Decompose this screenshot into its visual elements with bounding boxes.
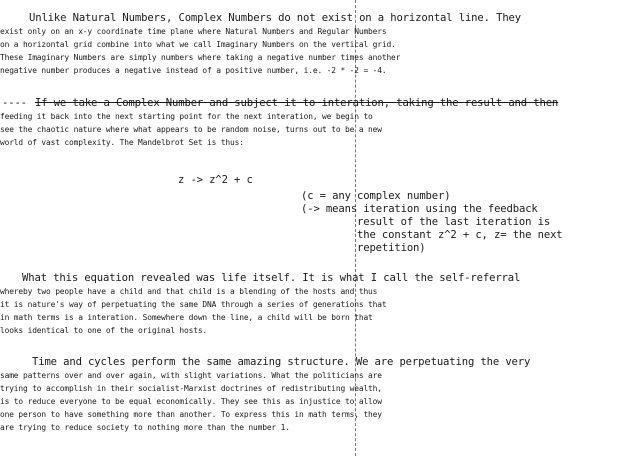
- mandelbrot-formula: z -> z^2 + c: [178, 174, 253, 186]
- paragraph-1-line-4: These Imaginary Numbers are simply numbers where taking a negative number times another: [0, 53, 401, 62]
- formula-note-2: (-> means iteration using the feedback: [301, 203, 538, 215]
- paragraph-4-line-3: trying to accomplish in their socialist-Marxist doctrines of redistributing wealth,: [0, 384, 382, 393]
- formula-note-3: result of the last iteration is: [357, 216, 551, 228]
- formula-note-1: (c = any complex number): [301, 190, 451, 202]
- paragraph-1-line-3: on a horizontal grid combine into what we call Imaginary Numbers on the vertical grid.: [0, 40, 396, 49]
- formula-note-4: the constant z^2 + c, z= the next: [357, 229, 563, 241]
- paragraph-1-line-2: exist only on an x-y coordinate time plane where Natural Numbers and Regular Numbers: [0, 27, 387, 36]
- paragraph-2-line-1: If we take a Complex Number and subject it to interation, taking the result and then: [35, 97, 559, 109]
- paragraph-1-line-1: Unlike Natural Numbers, Complex Numbers do not exist on a horizontal line. They: [29, 12, 522, 24]
- paragraph-2-line-4: world of vast complexity. The Mandelbrot Set is thus:: [0, 138, 244, 147]
- paragraph-4-line-6: are trying to reduce society to nothing more than the number 1.: [0, 423, 290, 432]
- paragraph-4-line-1: Time and cycles perform the same amazing structure. We are perpetuating the very: [32, 356, 531, 368]
- paragraph-4-line-5: one person to have something more than another. To express this in math terms, they: [0, 410, 382, 419]
- formula-note-5: repetition): [357, 242, 426, 254]
- paragraph-3-line-5: looks identical to one of the original hosts.: [0, 326, 208, 335]
- paragraph-2-line-2: feeding it back into the next starting point for the next interation, we begin to: [0, 112, 373, 121]
- paragraph-3-line-2: whereby two people have a child and that child is a blending of the hosts and thus: [0, 287, 378, 296]
- paragraph-3-line-1: What this equation revealed was life itself. It is what I call the self-referral: [22, 272, 521, 284]
- paragraph-2-line-3: see the chaotic nature where what appears to be random noise, turns out to be a new: [0, 125, 382, 134]
- paragraph-1-line-5: negative number produces a negative instead of a positive number, i.e. -2 * -2 = -4.: [0, 66, 387, 75]
- paragraph-2-dash: ----: [2, 97, 27, 109]
- paragraph-4-line-2: same patterns over and over again, with slight variations. What the politicians are: [0, 371, 382, 380]
- paragraph-4-line-4: is to reduce everyone to be equal economically. They see this as injustice to allow: [0, 397, 382, 406]
- paragraph-3-line-3: it is nature's way of perpetuating the same DNA through a series of generations that: [0, 300, 387, 309]
- paragraph-3-line-4: in math terms is a interation. Somewhere down the line, a child will be born that: [0, 313, 373, 322]
